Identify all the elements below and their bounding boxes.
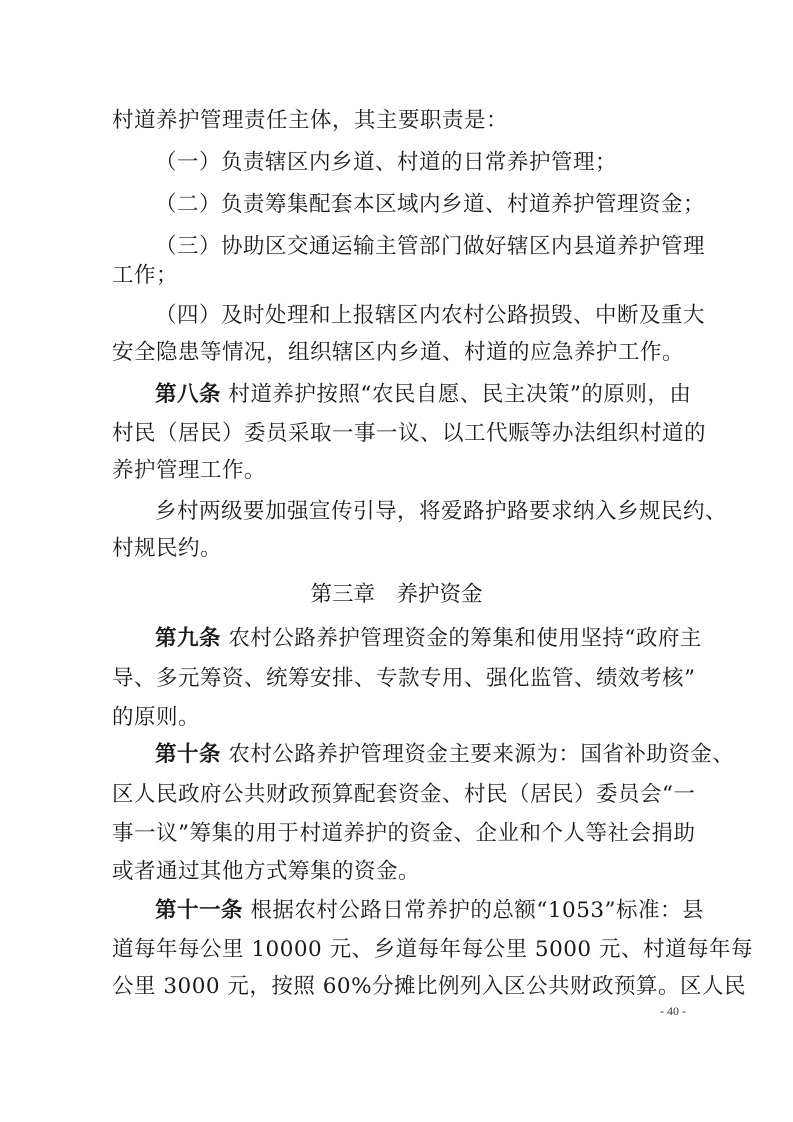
article-heading: 第十一条	[155, 898, 244, 923]
text-line: 安全隐患等情况，组织辖区内乡道、村道的应急养护工作。	[112, 340, 685, 365]
page-number: - 40 -	[660, 1004, 686, 1018]
text-line: 导、多元筹资、统筹安排、专款专用、强化监管、绩效考核”	[112, 666, 696, 691]
text-line: 事一议”筹集的用于村道养护的资金、企业和个人等社会捐助	[112, 821, 696, 846]
text-line: （三）协助区交通运输主管部门做好辖区内县道养护管理	[155, 234, 706, 259]
article-8-line: 第八条 村道养护按照“农民自愿、民主决策”的原则，由	[155, 382, 692, 407]
text-line: 区人民政府公共财政预算配套资金、村民（居民）委员会“一	[112, 782, 696, 807]
text-line: 工作；	[112, 263, 179, 288]
article-10-line: 第十条 农村公路养护管理资金主要来源为：国省补助资金、	[155, 742, 735, 767]
text-line: 的原则。	[112, 705, 201, 730]
text-line: 或者通过其他方式筹集的资金。	[112, 859, 421, 884]
article-heading: 第八条	[155, 382, 222, 407]
article-9-line: 第九条 农村公路养护管理资金的筹集和使用坚持“政府主	[155, 626, 702, 651]
article-11-line: 第十一条 根据农村公路日常养护的总额“1053”标准：县	[155, 898, 705, 923]
article-heading: 第九条	[155, 626, 222, 651]
text-line: 公里 3000 元，按照 60%分摊比例列入区公共财政预算。区人民	[112, 974, 747, 999]
text-line: （四）及时处理和上报辖区内农村公路损毁、中断及重大	[155, 303, 706, 328]
text-line: 道每年每公里 10000 元、乡道每年每公里 5000 元、村道每年每	[112, 937, 753, 962]
text-line: （一）负责辖区内乡道、村道的日常养护管理；	[155, 150, 618, 175]
text-line: （二）负责筹集配套本区域内乡道、村道养护管理资金；	[155, 192, 706, 217]
text-line: 村道养护管理责任主体，其主要职责是：	[112, 108, 509, 133]
text-line: 村规民约。	[112, 536, 223, 561]
article-heading: 第十条	[155, 742, 222, 767]
text-line: 养护管理工作。	[112, 458, 267, 483]
chapter-title: 第三章 养护资金	[310, 582, 483, 607]
text-line: 乡村两级要加强宣传引导，将爱路护路要求纳入乡规民约、	[155, 499, 728, 524]
text-line: 村民（居民）委员采取一事一议、以工代赈等办法组织村道的	[112, 421, 707, 446]
